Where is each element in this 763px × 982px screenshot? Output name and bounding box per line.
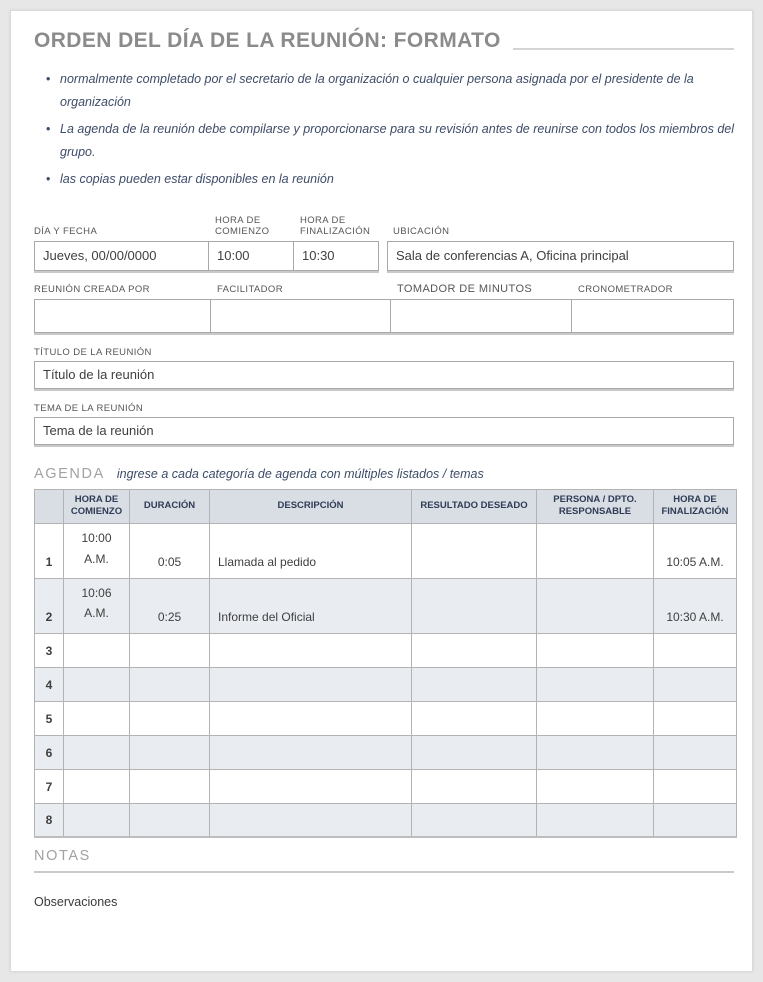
field-day-date [34, 215, 209, 271]
agenda-row [35, 803, 737, 837]
created-by-input[interactable] [34, 299, 211, 333]
meeting-topic-label: TEMA DE LA REUNIÓN [34, 402, 144, 414]
intro-bullet: • las copias pueden estar disponibles en la reunión [44, 168, 734, 191]
agenda-cell-end-time[interactable]: 10:30 A.M. [654, 578, 737, 633]
field-meeting-topic [34, 399, 734, 445]
agenda-cell-desired-result[interactable] [412, 524, 537, 579]
agenda-cell-duration[interactable] [130, 667, 210, 701]
field-location [387, 215, 734, 271]
agenda-cell-start-time[interactable] [64, 769, 130, 803]
agenda-cell-responsible[interactable] [537, 578, 654, 633]
facilitator-label: FACILITADOR [217, 283, 283, 295]
agenda-cell-description[interactable]: Informe del Oficial [210, 578, 412, 633]
agenda-cell-desired-result[interactable] [412, 769, 537, 803]
agenda-cell-end-time[interactable] [654, 633, 737, 667]
agenda-cell-responsible[interactable] [537, 667, 654, 701]
agenda-cell-description[interactable] [210, 701, 412, 735]
agenda-row-number: 5 [35, 701, 64, 735]
agenda-cell-responsible[interactable] [537, 803, 654, 837]
start-time-input[interactable]: 10:00 [209, 241, 294, 271]
agenda-row-number: 7 [35, 769, 64, 803]
field-end-time [294, 215, 379, 271]
agenda-row-number: 3 [35, 633, 64, 667]
agenda-cell-end-time[interactable] [654, 667, 737, 701]
agenda-cell-desired-result[interactable] [412, 701, 537, 735]
agenda-cell-responsible[interactable] [537, 633, 654, 667]
notes-heading: NOTAS [34, 848, 734, 873]
col-header-desired-result: RESULTADO DESEADO [412, 489, 537, 524]
field-start-time [209, 215, 294, 271]
agenda-cell-duration[interactable] [130, 769, 210, 803]
location-label: UBICACIÓN [393, 225, 450, 237]
agenda-cell-duration[interactable] [130, 803, 210, 837]
day-date-label: DÍA Y FECHA [34, 225, 98, 237]
agenda-cell-desired-result[interactable] [412, 735, 537, 769]
end-time-label: HORA DE FINALIZACIÓN [300, 214, 371, 237]
agenda-cell-end-time[interactable] [654, 803, 737, 837]
intro-bullet: • La agenda de la reunión debe compilarse y proporcionarse para su revisión antes de reunirse con todos los miembros del grupo. [44, 118, 734, 163]
agenda-cell-description[interactable] [210, 633, 412, 667]
title-rule [513, 48, 734, 50]
col-header-start-time: HORA DE COMIENZO [64, 489, 130, 524]
document-page [10, 10, 753, 972]
meeting-title-label: TÍTULO DE LA REUNIÓN [34, 346, 152, 358]
timekeeper-input[interactable] [572, 299, 734, 333]
agenda-cell-duration[interactable]: 0:25 [130, 578, 210, 633]
agenda-cell-description[interactable]: Llamada al pedido [210, 524, 412, 579]
facilitator-input[interactable] [211, 299, 391, 333]
meeting-meta [34, 215, 734, 445]
agenda-cell-end-time[interactable] [654, 769, 737, 803]
col-header-end-time: HORA DE FINALIZACIÓN [654, 489, 737, 524]
agenda-cell-start-time[interactable] [64, 633, 130, 667]
agenda-cell-desired-result[interactable] [412, 803, 537, 837]
agenda-cell-start-time[interactable]: 10:06 A.M. [64, 578, 130, 633]
agenda-cell-responsible[interactable] [537, 701, 654, 735]
agenda-cell-start-time[interactable] [64, 803, 130, 837]
agenda-table-body [35, 524, 737, 838]
meeting-topic-input[interactable]: Tema de la reunión [34, 417, 734, 445]
agenda-cell-description[interactable] [210, 735, 412, 769]
timekeeper-label: CRONOMETRADOR [578, 283, 673, 295]
day-date-input[interactable]: Jueves, 00/00/0000 [34, 241, 209, 271]
agenda-row-number: 4 [35, 667, 64, 701]
minute-taker-input[interactable] [391, 299, 572, 333]
agenda-row [35, 578, 737, 633]
agenda-cell-desired-result[interactable] [412, 667, 537, 701]
col-header-number [35, 489, 64, 524]
field-timekeeper [572, 281, 734, 333]
title-row [34, 29, 734, 53]
agenda-cell-start-time[interactable] [64, 701, 130, 735]
notes-body[interactable]: Observaciones [34, 895, 118, 910]
agenda-table [34, 489, 737, 839]
intro-bullet: • normalmente completado por el secretario de la organización o cualquier persona asignada por el presidente de la organización [44, 68, 734, 113]
agenda-header-row [35, 489, 737, 524]
agenda-cell-start-time[interactable]: 10:00 A.M. [64, 524, 130, 579]
agenda-cell-end-time[interactable] [654, 735, 737, 769]
spacer [379, 215, 387, 271]
minute-taker-label: TOMADOR DE MINUTOS [397, 282, 533, 295]
agenda-row [35, 633, 737, 667]
agenda-heading-row [34, 466, 734, 482]
agenda-row-number: 2 [35, 578, 64, 633]
agenda-row-number: 1 [35, 524, 64, 579]
agenda-row [35, 735, 737, 769]
agenda-cell-duration[interactable] [130, 701, 210, 735]
agenda-row [35, 769, 737, 803]
end-time-input[interactable]: 10:30 [294, 241, 379, 271]
notes-section [34, 848, 734, 909]
agenda-row [35, 524, 737, 579]
created-by-label: REUNIÓN CREADA POR [34, 283, 150, 295]
agenda-row-number: 8 [35, 803, 64, 837]
agenda-cell-desired-result[interactable] [412, 578, 537, 633]
field-minute-taker [391, 281, 572, 333]
meta-row-1 [34, 215, 734, 271]
meta-row-2 [34, 281, 734, 333]
agenda-row [35, 701, 737, 735]
agenda-cell-duration[interactable]: 0:05 [130, 524, 210, 579]
agenda-cell-end-time[interactable]: 10:05 A.M. [654, 524, 737, 579]
agenda-heading: AGENDA [34, 465, 105, 482]
col-header-description: DESCRIPCIÓN [210, 489, 412, 524]
intro-bullets [44, 68, 734, 191]
page-title: ORDEN DEL DÍA DE LA REUNIÓN: FORMATO [34, 29, 501, 52]
agenda-cell-duration[interactable] [130, 633, 210, 667]
agenda-row-number: 6 [35, 735, 64, 769]
agenda-cell-start-time[interactable] [64, 667, 130, 701]
col-header-responsible: PERSONA / DPTO. RESPONSABLE [537, 489, 654, 524]
agenda-cell-description[interactable] [210, 667, 412, 701]
meeting-title-input[interactable]: Título de la reunión [34, 361, 734, 389]
agenda-cell-start-time[interactable] [64, 735, 130, 769]
agenda-subtitle: ingrese a cada categoría de agenda con múltiples listados / temas [116, 466, 484, 481]
agenda-cell-responsible[interactable] [537, 769, 654, 803]
agenda-cell-desired-result[interactable] [412, 633, 537, 667]
agenda-cell-responsible[interactable] [537, 524, 654, 579]
agenda-cell-description[interactable] [210, 803, 412, 837]
field-facilitator [211, 281, 391, 333]
agenda-row [35, 667, 737, 701]
agenda-cell-responsible[interactable] [537, 735, 654, 769]
agenda-cell-end-time[interactable] [654, 701, 737, 735]
field-created-by [34, 281, 211, 333]
start-time-label: HORA DE COMIENZO [215, 214, 270, 237]
agenda-cell-description[interactable] [210, 769, 412, 803]
agenda-cell-duration[interactable] [130, 735, 210, 769]
col-header-duration: DURACIÓN [130, 489, 210, 524]
location-input[interactable]: Sala de conferencias A, Oficina principal [387, 241, 734, 271]
field-meeting-title [34, 343, 734, 389]
